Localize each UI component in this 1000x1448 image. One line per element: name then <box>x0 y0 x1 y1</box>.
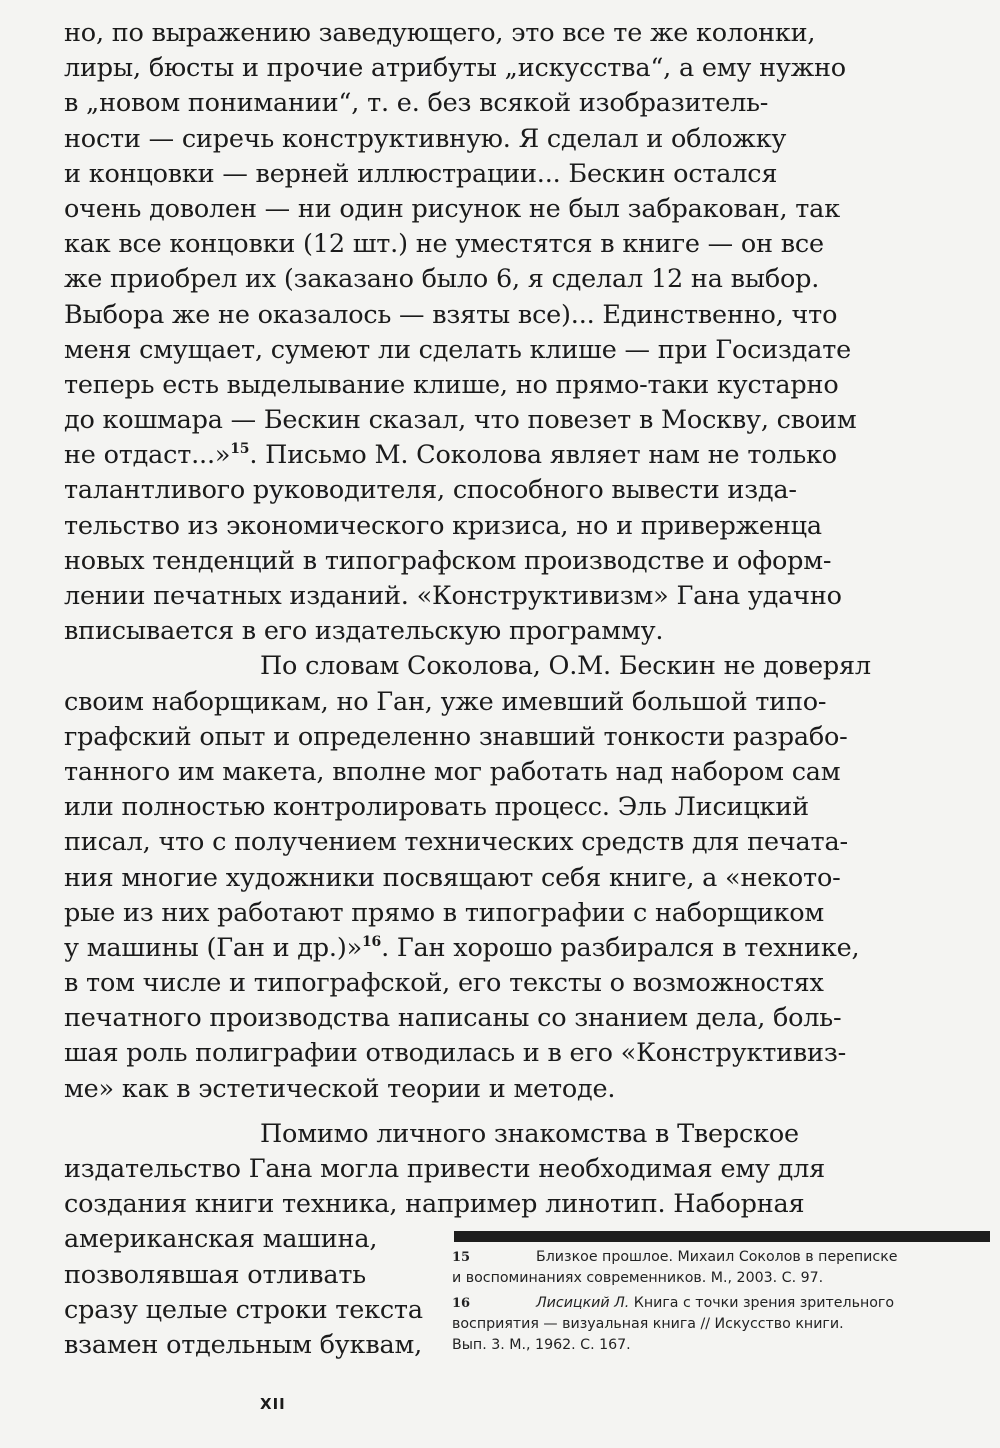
text-line: как все концовки (12 шт.) не уместятся в книге — он все <box>64 229 824 260</box>
text-line: новых тенденций в типографском производстве и оформ- <box>64 545 832 576</box>
footnote-ref-16[interactable]: 16 <box>361 933 382 950</box>
text-line: писал, что с получением технических средств для печата- <box>64 827 848 858</box>
text-line: в том числе и типографской, его тексты о возможностях <box>64 968 824 999</box>
text-fragment: . Ган хорошо разбирался в технике, <box>381 932 860 963</box>
text-line: издательство Гана могла привести необходимая ему для <box>64 1154 826 1184</box>
text-line: талантливого руководителя, способного вывести изда- <box>64 475 797 506</box>
text-line: лении печатных изданий. «Конструктивизм» Гана удачно <box>64 581 842 611</box>
footnote-16 <box>452 1293 992 1355</box>
text-line: печатного производства написаны со знанием дела, боль- <box>64 1003 842 1034</box>
text-line: рые из них работают прямо в типографии с наборщиком <box>64 897 825 928</box>
body-text <box>64 16 871 1363</box>
footnote-text: Книга с точки зрения зрительного <box>629 1294 895 1311</box>
text-line: лиры, бюсты и прочие атрибуты „искусства“, а ему нужно <box>64 53 846 84</box>
text-line: очень доволен — ни один рисунок не был забракован, так <box>64 193 840 224</box>
text-line: тельство из экономического кризиса, но и приверженца <box>64 510 822 541</box>
footnote-line: восприятия — визуальная книга // Искусство книги. <box>452 1316 844 1333</box>
footnote-author: Лисицкий Л. <box>536 1294 630 1311</box>
text-line: и концовки — верней иллюстрации... Бескин остался <box>64 158 778 189</box>
footnote-number: 15 <box>452 1250 471 1265</box>
text-line: но, по выражению заведующего, это все те же колонки, <box>64 18 816 48</box>
text-line-with-footnote <box>64 931 860 966</box>
text-line: американская машина, <box>64 1224 378 1255</box>
text-fragment: . Письмо М. Соколова являет нам не только <box>249 440 837 471</box>
paragraph-gap <box>64 1107 854 1117</box>
text-line: Выбора же не оказалось — взяты все)... Единственно, что <box>64 299 838 330</box>
text-fragment: не отдаст...» <box>64 440 231 471</box>
text-line: танного им макета, вполне мог работать над набором сам <box>64 756 841 787</box>
text-line: сразу целые строки текста <box>64 1294 423 1325</box>
text-line: меня смущает, сумеют ли сделать клише — при Госиздате <box>64 334 852 365</box>
text-line: же приобрел их (заказано было 6, я сделал 12 на выбор. <box>64 264 820 295</box>
text-line: позволявшая отливать <box>64 1259 366 1290</box>
footnote-separator-bar <box>454 1231 990 1242</box>
footnote-line <box>452 1293 992 1314</box>
footnotes <box>452 1247 992 1359</box>
text-line: или полностью контролировать процесс. Эль Лисицкий <box>64 792 809 823</box>
footnote-15 <box>452 1247 992 1289</box>
text-fragment: у машины (Ган и др.)» <box>64 932 362 963</box>
page-number: XII <box>260 1395 286 1413</box>
text-line: теперь есть выделывание клише, но прямо-таки кустарно <box>64 369 839 400</box>
text-line: графский опыт и определенно знавший тонкости разрабо- <box>64 721 848 752</box>
text-line: взамен отдельным буквам, <box>64 1329 423 1360</box>
text-line: ности — сиречь конструктивную. Я сделал и обложку <box>64 123 787 154</box>
text-line: ме» как в эстетической теории и методе. <box>64 1073 616 1104</box>
text-line: своим наборщикам, но Ган, уже имевший большой типо- <box>64 686 827 717</box>
footnote-ref-15[interactable]: 15 <box>230 441 250 458</box>
text-line: шая роль полиграфии отводилась и в его «Конструктивиз- <box>64 1038 846 1069</box>
footnote-line: и воспоминаниях современников. М., 2003. С. 97. <box>452 1270 824 1287</box>
footnote-line: Вып. 3. М., 1962. С. 167. <box>452 1336 631 1353</box>
footnote-line <box>452 1247 992 1268</box>
text-line: ния многие художники посвящают себя книге, а «некото- <box>64 862 841 893</box>
text-line-indented: По словам Соколова, О.М. Бескин не доверял <box>260 651 871 682</box>
text-line: вписывается в его издательскую программу. <box>64 616 664 647</box>
footnote-text: Близкое прошлое. Михаил Соколов в переписке <box>536 1249 898 1265</box>
footnote-number: 16 <box>452 1295 471 1311</box>
text-line: в „новом понимании“, т. е. без всякой изобразитель- <box>64 88 769 119</box>
text-line-indented: Помимо личного знакомства в Тверское <box>260 1118 799 1149</box>
text-line-with-footnote <box>64 438 854 473</box>
text-line: до кошмара — Бескин сказал, что повезет в Москву, своим <box>64 405 857 436</box>
text-line: создания книги техника, например линотип. Наборная <box>64 1189 805 1220</box>
